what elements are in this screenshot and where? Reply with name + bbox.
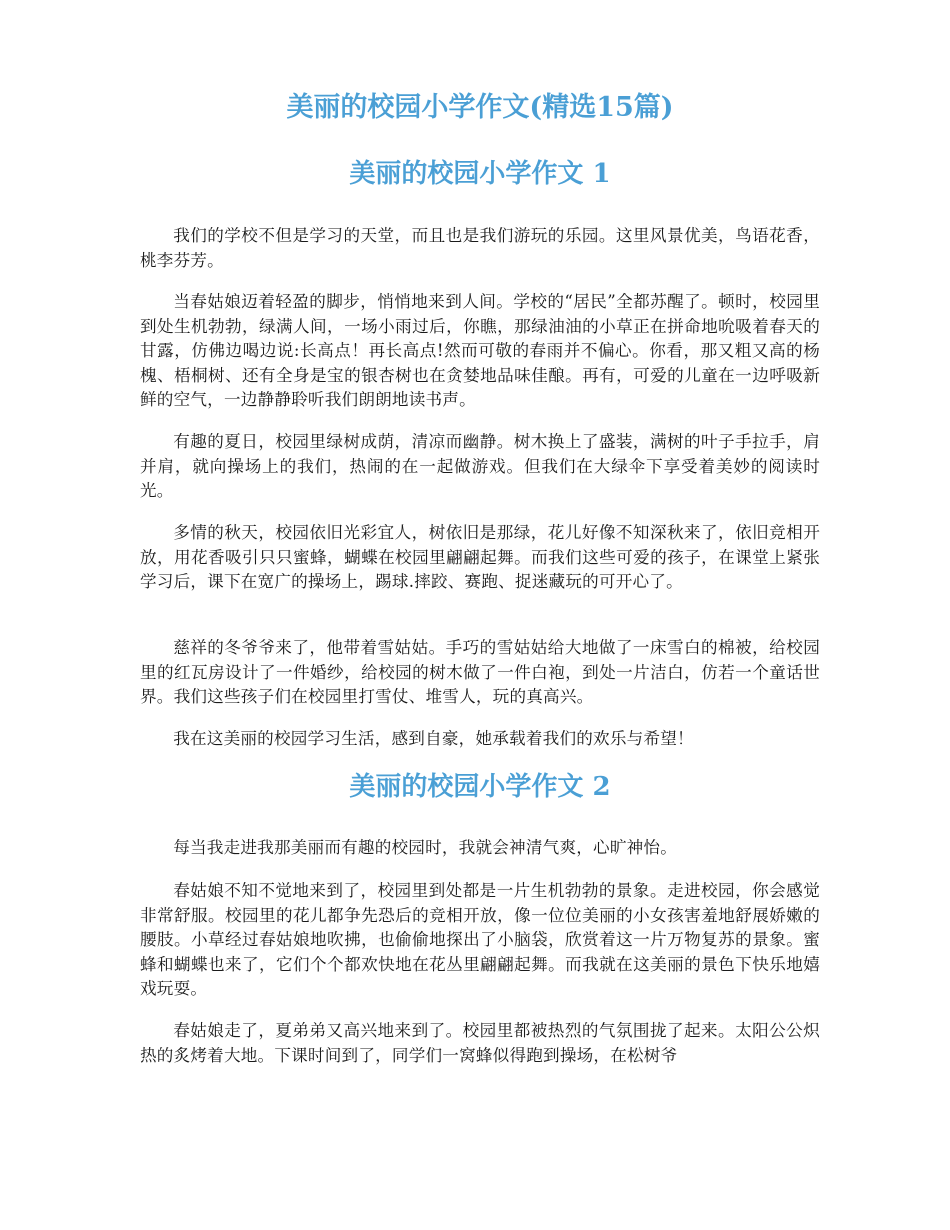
paragraph: 有趣的夏日，校园里绿树成荫，清凉而幽静。树木换上了盛装，满树的叶子手拉手，肩并肩，就向操场上的我们，热闹的在一起做游戏。但我们在大绿伞下享受着美妙的阅读时光。	[140, 432, 820, 501]
paragraph: 每当我走进我那美丽而有趣的校园时，我就会神清气爽，心旷神怡。	[173, 838, 677, 857]
paragraph: 我们的学校不但是学习的天堂，而且也是我们游玩的乐园。这里风景优美，鸟语花香，桃李芬芳。	[140, 226, 820, 270]
paragraph: 我在这美丽的校园学习生活，感到自豪，她承载着我们的欢乐与希望！	[173, 729, 694, 748]
document-title: 美丽的校园小学作文(精选15篇)	[286, 92, 674, 123]
paragraph: 多情的秋天，校园依旧光彩宜人，树依旧是那绿，花儿好像不知深秋来了，依旧竞相开放，用花香吸引只只蜜蜂，蝴蝶在校园里翩翩起舞。而我们这些可爱的孩子，在课堂上紧张学习后，课下在宽广的操场上，踢球.摔跤、赛跑、捉迷藏玩的可开心了。	[140, 523, 820, 592]
paragraph: 慈祥的冬爷爷来了，他带着雪姑姑。手巧的雪姑姑给大地做了一床雪白的棉被，给校园里的红瓦房设计了一件婚纱，给校园的树木做了一件白袍，到处一片洁白，仿若一个童话世界。我们这些孩子们在校园里打雪仗、堆雪人，玩的真高兴。	[140, 638, 820, 707]
paragraph: 春姑娘走了，夏弟弟又高兴地来到了。校园里都被热烈的气氛围拢了起来。太阳公公炽热的炙烤着大地。下课时间到了，同学们一窝蜂似得跑到操场，在松树爷	[140, 1021, 820, 1065]
section-heading-2: 美丽的校园小学作文 2	[349, 772, 611, 802]
paragraph: 当春姑娘迈着轻盈的脚步，悄悄地来到人间。学校的“居民”全都苏醒了。顿时，校园里到处生机勃勃，绿满人间，一场小雨过后，你瞧，那绿油油的小草正在拼命地吮吸着春天的甘露，仿佛边喝边说:长高点！再长高点!然而可敬的春雨并不偏心。你看，那又粗又高的杨槐、梧桐树、还有全身是宝的银杏树也在贪婪地品味佳酿。再有，可爱的儿童在一边呼吸新鲜的空气，一边静静聆听我们朗朗地读书声。	[140, 292, 820, 410]
section-heading-1: 美丽的校园小学作文 1	[349, 159, 611, 189]
paragraph: 春姑娘不知不觉地来到了，校园里到处都是一片生机勃勃的景象。走进校园，你会感觉非常舒服。校园里的花儿都争先恐后的竞相开放，像一位位美丽的小女孩害羞地舒展娇嫩的腰肢。小草经过春姑娘地吹拂，也偷偷地探出了小脑袋，欣赏着这一片万物复苏的景象。蜜蜂和蝴蝶也来了，它们个个都欢快地在花丛里翩翩起舞。而我就在这美丽的景色下快乐地嬉戏玩耍。	[140, 881, 820, 999]
